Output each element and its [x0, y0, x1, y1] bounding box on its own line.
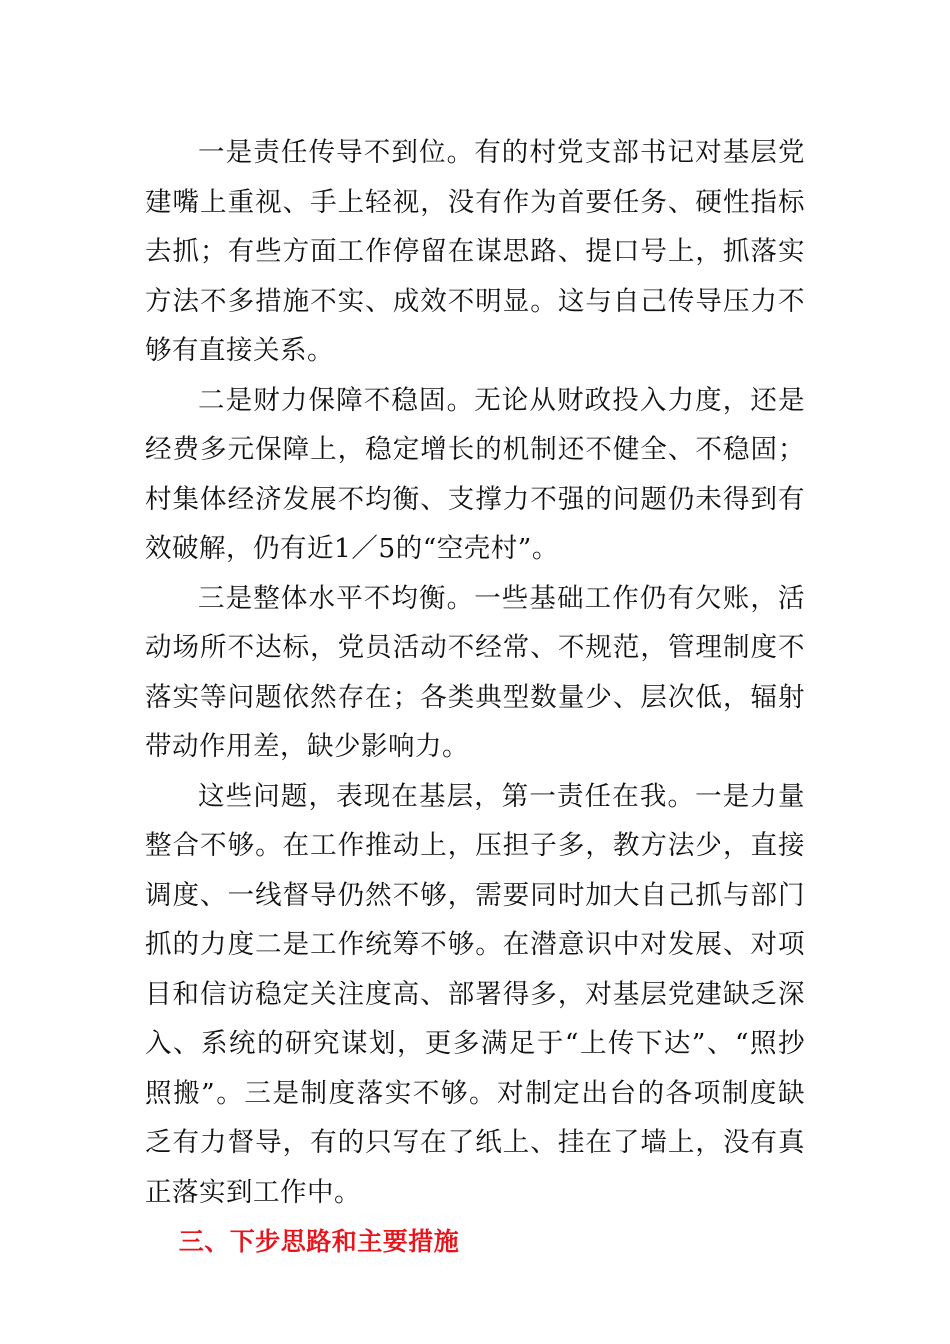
paragraph-self-reflection: 这些问题，表现在基层，第一责任在我。一是力量整合不够。在工作推动上，压担子多，教方法少，直接调度、一线督导仍然不够，需要同时加大自己抓与部门抓的力度二是工作统筹不够。在潜意识中对发展、对项目和信访稳定关注度高、部署得多，对基层党建缺乏深入、系统的研究谋划，更多满足于“上传下达”、“照抄照搬”。三是制度落实不够。对制定出台的各项制度缺乏有力督导，有的只写在了纸上、挂在了墙上，没有真正落实到工作中。	[145, 780, 805, 1208]
section-heading: 三、下步思路和主要措施	[178, 1227, 460, 1256]
document-body	[145, 128, 805, 1267]
paragraph-responsibility: 一是责任传导不到位。有的村党支部书记对基层党建嘴上重视、手上轻视，没有作为首要任务、硬性指标去抓；有些方面工作停留在谋思路、提口号上，抓落实方法不多措施不实、成效不明显。这与自己传导压力不够有直接关系。	[145, 137, 805, 366]
paragraph-funding: 二是财力保障不稳固。无论从财政投入力度，还是经费多元保障上，稳定增长的机制还不健全、不稳固；村集体经济发展不均衡、支撑力不强的问题仍未得到有效破解，仍有近1／5的“空壳村”。	[145, 384, 805, 564]
paragraph-balance: 三是整体水平不均衡。一些基础工作仍有欠账，活动场所不达标，党员活动不经常、不规范，管理制度不落实等问题依然存在；各类典型数量少、层次低，辐射带动作用差，缺少影响力。	[145, 582, 805, 762]
